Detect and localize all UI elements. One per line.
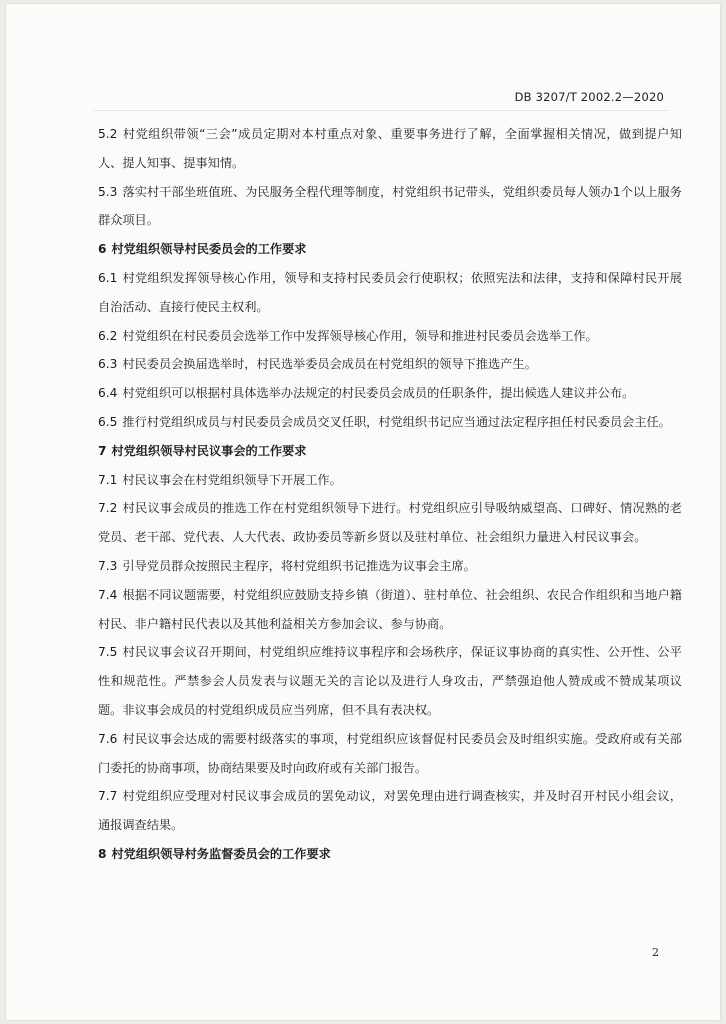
- clause-text: 根据不同议题需要，村党组织应鼓励支持乡镇（街道）、驻村单位、社会组织、农民合作组织和当地户籍村民、非户籍村民代表以及其他利益相关方参加会议、参与协商。: [98, 587, 682, 631]
- clause-number: 6.5: [98, 414, 118, 429]
- clause-7-7: [98, 782, 682, 840]
- clause-number: 7.5: [98, 645, 118, 660]
- clause-text: 村民议事会在村党组织领导下开展工作。: [122, 472, 342, 487]
- clause-text: 村党组织应受理对村民议事会成员的罢免动议，对罢免理由进行调查核实，并及时召开村民小组会议，通报调查结果。: [98, 789, 682, 833]
- clause-number: 7.7: [98, 789, 118, 804]
- clause-6-5: [98, 408, 682, 437]
- section-title: 村党组织领导村务监督委员会的工作要求: [111, 846, 331, 861]
- clause-text: 村民议事会达成的需要村级落实的事项，村党组织应该督促村民委员会及时组织实施。受政府或有关部门委托的协商事项，协商结果要及时向政府或有关部门报告。: [98, 731, 682, 775]
- clause-7-3: [98, 552, 682, 581]
- clause-number: 7.4: [98, 587, 118, 602]
- clause-text: 村民议事会成员的推选工作在村党组织领导下进行。村党组织应引导吸纳威望高、口碑好、情况熟的老党员、老干部、党代表、人大代表、政协委员等新乡贤以及驻村单位、社会组织力量进入村民议事会。: [98, 501, 682, 545]
- clause-number: 7.6: [98, 731, 118, 746]
- clause-text: 落实村干部坐班值班、为民服务全程代理等制度，村党组织书记带头，党组织委员每人领办1个以上服务群众项目。: [98, 184, 682, 228]
- clause-5-2: [98, 120, 682, 178]
- clause-text: 村民委员会换届选举时，村民选举委员会成员在村党组织的领导下推选产生。: [122, 357, 537, 372]
- header-divider: [94, 110, 668, 111]
- clause-7-5: [98, 638, 682, 724]
- page-number: 2: [652, 946, 659, 959]
- clause-number: 7.2: [98, 501, 118, 516]
- clause-6-3: [98, 350, 682, 379]
- clause-text: 村民议事会议召开期间，村党组织应维持议事程序和会场秩序，保证议事协商的真实性、公开性、公平性和规范性。严禁参会人员发表与议题无关的言论以及进行人身攻击，严禁强迫他人赞成或不赞成某项议题。非议事会成员的村党组织成员应当列席，但不具有表决权。: [98, 645, 682, 717]
- clause-text: 推行村党组织成员与村民委员会成员交叉任职，村党组织书记应当通过法定程序担任村民委员会主任。: [122, 414, 671, 429]
- section-number: 8: [98, 846, 107, 861]
- clause-number: 6.4: [98, 386, 118, 401]
- clause-number: 6.3: [98, 357, 118, 372]
- clause-7-6: [98, 725, 682, 783]
- clause-text: 村党组织可以根据村具体选举办法规定的村民委员会成员的任职条件，提出候选人建议并公布。: [122, 386, 635, 401]
- clause-number: 6.1: [98, 270, 118, 285]
- clause-7-2: [98, 494, 682, 552]
- clause-text: 引导党员群众按照民主程序，将村党组织书记推选为议事会主席。: [122, 558, 476, 573]
- section-number: 6: [98, 242, 107, 257]
- clause-number: 7.3: [98, 558, 118, 573]
- clause-text: 村党组织在村民委员会选举工作中发挥领导核心作用，领导和推进村民委员会选举工作。: [122, 328, 598, 343]
- clause-number: 5.3: [98, 184, 118, 199]
- section-title: 村党组织领导村民议事会的工作要求: [111, 443, 307, 458]
- document-page: [6, 4, 720, 1020]
- section-heading-8: [98, 840, 682, 869]
- clause-6-4: [98, 379, 682, 408]
- clause-7-1: [98, 466, 682, 495]
- clause-6-1: [98, 264, 682, 322]
- section-title: 村党组织领导村民委员会的工作要求: [111, 242, 307, 257]
- clause-number: 5.2: [98, 127, 118, 141]
- section-heading-7: [98, 437, 682, 466]
- clause-number: 6.2: [98, 328, 118, 343]
- clause-5-3: [98, 178, 682, 236]
- clause-7-4: [98, 581, 682, 639]
- document-code-header: DB 3207/T 2002.2—2020: [514, 90, 664, 104]
- document-body: [98, 120, 682, 869]
- clause-number: 7.1: [98, 472, 118, 487]
- clause-text: 村党组织发挥领导核心作用，领导和支持村民委员会行使职权；依照宪法和法律，支持和保障村民开展自治活动、直接行使民主权利。: [98, 270, 682, 314]
- section-number: 7: [98, 443, 107, 458]
- section-heading-6: [98, 235, 682, 264]
- clause-6-2: [98, 322, 682, 351]
- clause-text: 村党组织带领“三会”成员定期对本村重点对象、重要事务进行了解，全面掌握相关情况，做到提户知人、提人知事、提事知情。: [98, 127, 682, 170]
